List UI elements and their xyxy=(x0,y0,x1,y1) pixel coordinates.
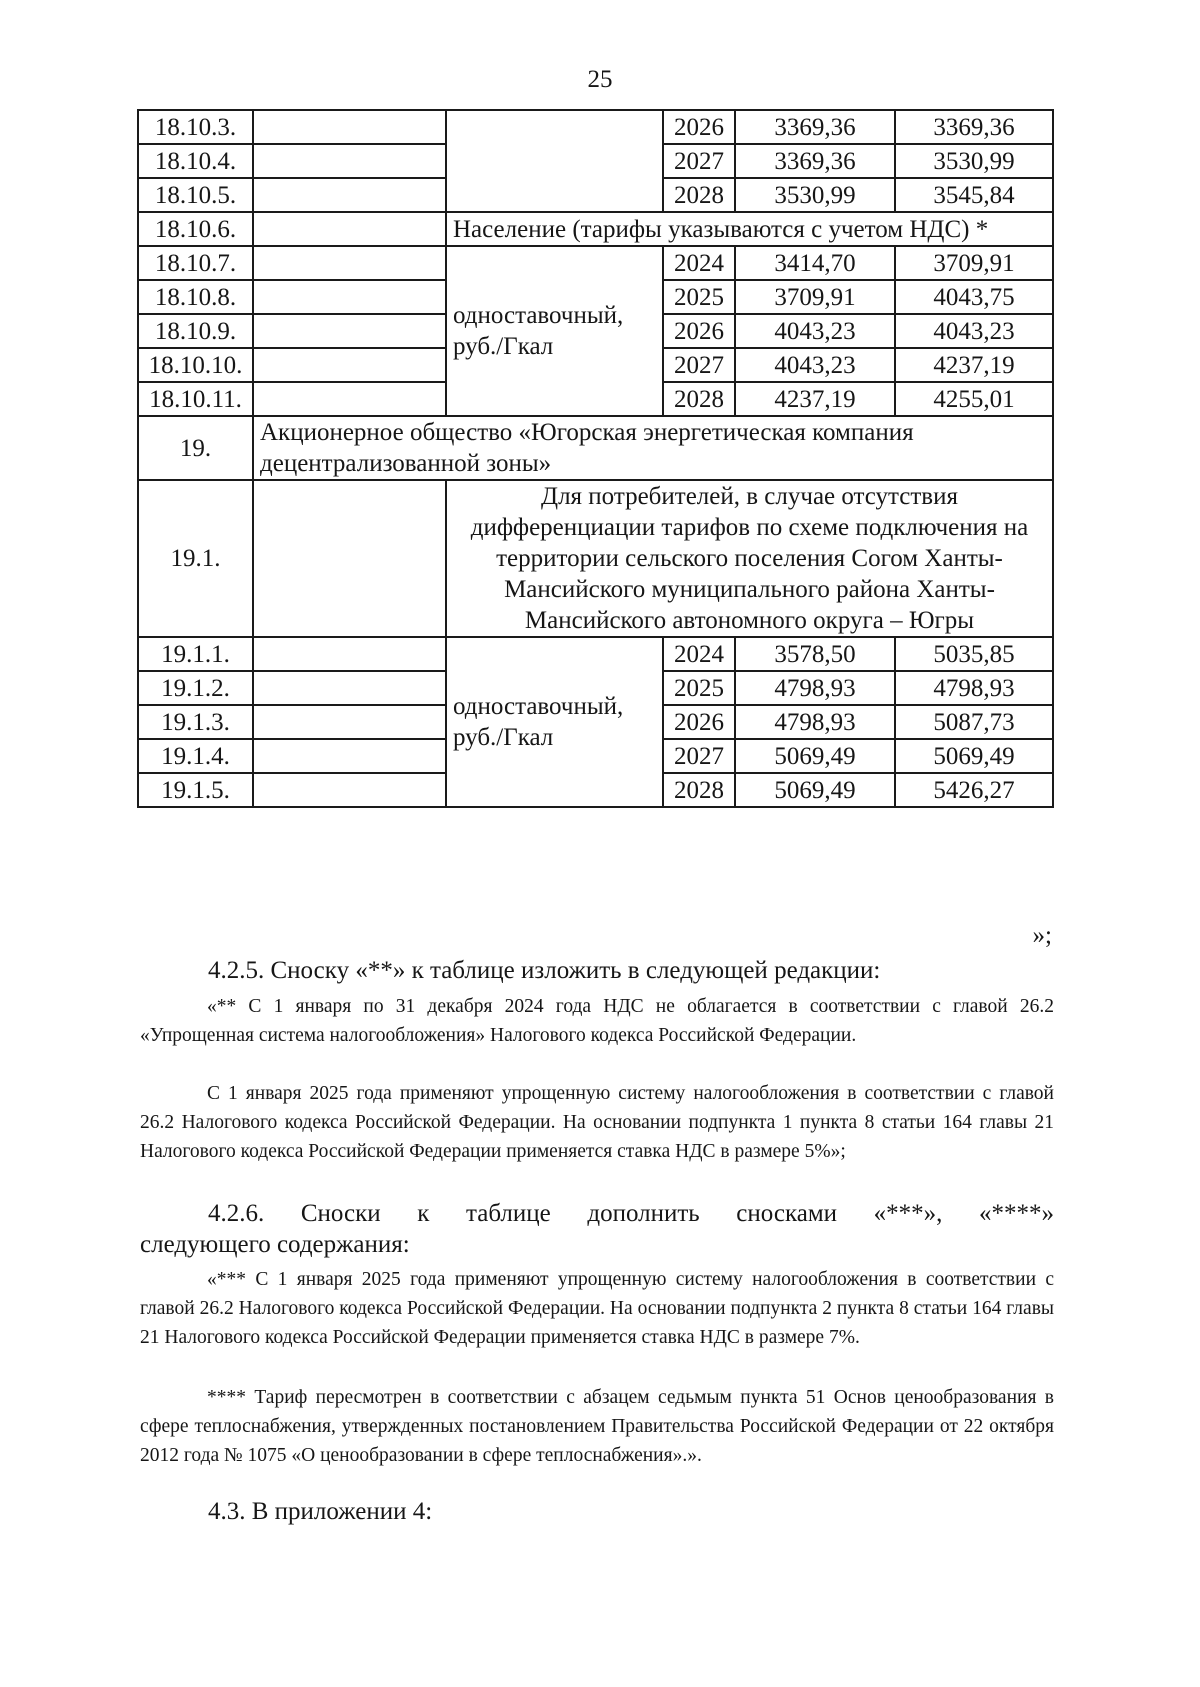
table-row xyxy=(138,637,1053,671)
empty-cell xyxy=(253,637,446,671)
year-cell: 2024 xyxy=(663,246,735,280)
table-row-consumers xyxy=(138,480,1053,637)
tariff-value-1: 4043,23 xyxy=(735,348,895,382)
empty-cell xyxy=(253,739,446,773)
tariff-table xyxy=(137,109,1054,808)
year-cell: 2025 xyxy=(663,671,735,705)
year-cell: 2026 xyxy=(663,705,735,739)
row-number: 19.1. xyxy=(138,480,253,637)
paragraph-4-2-6-line-2: следующего содержания: xyxy=(140,1231,410,1258)
year-cell: 2027 xyxy=(663,739,735,773)
tariff-value-1: 3369,36 xyxy=(735,144,895,178)
year-cell: 2027 xyxy=(663,144,735,178)
row-number: 18.10.8. xyxy=(138,280,253,314)
page-number: 25 xyxy=(587,66,613,93)
tariff-value-1: 3578,50 xyxy=(735,637,895,671)
row-number: 18.10.10. xyxy=(138,348,253,382)
row-number: 19.1.4. xyxy=(138,739,253,773)
empty-cell xyxy=(253,280,446,314)
empty-cell xyxy=(253,480,446,637)
footnote-4: **** Тариф пересмотрен в соответствии с абзацем седьмым пункта 51 Основ ценообразования в сфере теплоснабжения, утвержденных постановлением Правительства Российской Федерации от 22 октября 2012 года № 1075 «О ценообразовании в сфере теплоснабжения».». xyxy=(140,1387,1054,1466)
paragraph-4-2-6-line-1: 4.2.6. Сноски к таблице дополнить сносками «***», «****» xyxy=(208,1200,1054,1227)
footnote-2-part-b: С 1 января 2025 года применяют упрощенную систему налогообложения в соответствии с главой 26.2 Налогового кодекса Российской Федерации. На основании подпункта 1 пункта 8 статьи 164 главы 21 Налогового кодекса Российской Федерации применяется ставка НДС в размере 5%»; xyxy=(140,1083,1054,1162)
tariff-value-2: 3369,36 xyxy=(895,110,1053,144)
footnote-2-part-a: «** С 1 января по 31 декабря 2024 года НДС не облагается в соответствии с главой 26.2 «Упрощенная система налогообложения» Налогового кодекса Российской Федерации. xyxy=(140,996,1054,1046)
tariff-value-1: 5069,49 xyxy=(735,773,895,807)
empty-cell xyxy=(253,178,446,212)
unit-cell: одноставочный, руб./Гкал xyxy=(446,246,663,416)
tariff-value-1: 3709,91 xyxy=(735,280,895,314)
tariff-value-1: 4798,93 xyxy=(735,705,895,739)
empty-cell xyxy=(253,314,446,348)
tariff-value-2: 4043,75 xyxy=(895,280,1053,314)
tariff-value-2: 4043,23 xyxy=(895,314,1053,348)
year-cell: 2028 xyxy=(663,178,735,212)
empty-cell xyxy=(253,382,446,416)
tariff-value-1: 4043,23 xyxy=(735,314,895,348)
tariff-value-2: 5035,85 xyxy=(895,637,1053,671)
row-number: 18.10.4. xyxy=(138,144,253,178)
tariff-value-2: 5426,27 xyxy=(895,773,1053,807)
year-cell: 2026 xyxy=(663,110,735,144)
table-row-organization xyxy=(138,416,1053,480)
year-cell: 2028 xyxy=(663,773,735,807)
year-cell: 2024 xyxy=(663,637,735,671)
consumers-heading: Для потребителей, в случае отсутствия дифференциации тарифов по схеме подключения на территории сельского поселения Согом Ханты-Мансийского муниципального района Ханты-Мансийского автономного округа – Югры xyxy=(446,480,1053,637)
row-number: 19. xyxy=(138,416,253,480)
population-heading: Население (тарифы указываются с учетом НДС) * xyxy=(446,212,1053,246)
year-cell: 2027 xyxy=(663,348,735,382)
empty-cell xyxy=(253,144,446,178)
table-row xyxy=(138,246,1053,280)
tariff-value-1: 5069,49 xyxy=(735,739,895,773)
row-number: 19.1.2. xyxy=(138,671,253,705)
table-row-population xyxy=(138,212,1053,246)
row-number: 18.10.7. xyxy=(138,246,253,280)
empty-cell xyxy=(253,671,446,705)
year-cell: 2028 xyxy=(663,382,735,416)
tariff-value-2: 4255,01 xyxy=(895,382,1053,416)
empty-cell xyxy=(253,110,446,144)
tariff-value-1: 4798,93 xyxy=(735,671,895,705)
table-row xyxy=(138,110,1053,144)
row-number: 18.10.3. xyxy=(138,110,253,144)
tariff-value-2: 5069,49 xyxy=(895,739,1053,773)
empty-cell xyxy=(253,212,446,246)
row-number: 18.10.11. xyxy=(138,382,253,416)
tariff-value-2: 4237,19 xyxy=(895,348,1053,382)
year-cell: 2026 xyxy=(663,314,735,348)
row-number: 18.10.5. xyxy=(138,178,253,212)
unit-cell-empty xyxy=(446,110,663,212)
tariff-value-2: 4798,93 xyxy=(895,671,1053,705)
tariff-value-2: 3545,84 xyxy=(895,178,1053,212)
tariff-value-2: 5087,73 xyxy=(895,705,1053,739)
tariff-value-2: 3709,91 xyxy=(895,246,1053,280)
tariff-value-1: 3530,99 xyxy=(735,178,895,212)
row-number: 19.1.5. xyxy=(138,773,253,807)
tariff-value-2: 3530,99 xyxy=(895,144,1053,178)
empty-cell xyxy=(253,246,446,280)
unit-cell: одноставочный, руб./Гкал xyxy=(446,637,663,807)
tariff-value-1: 4237,19 xyxy=(735,382,895,416)
paragraph-4-3: 4.3. В приложении 4: xyxy=(208,1498,433,1525)
year-cell: 2025 xyxy=(663,280,735,314)
closing-quote: »; xyxy=(1032,922,1052,949)
paragraph-4-2-5: 4.2.5. Сноску «**» к таблице изложить в следующей редакции: xyxy=(208,957,881,984)
empty-cell xyxy=(253,705,446,739)
tariff-value-1: 3369,36 xyxy=(735,110,895,144)
footnote-3: «*** С 1 января 2025 года применяют упрощенную систему налогообложения в соответствии с главой 26.2 Налогового кодекса Российской Федерации. На основании подпункта 2 пункта 8 статьи 164 главы 21 Налогового кодекса Российской Федерации применяется ставка НДС в размере 7%. xyxy=(140,1269,1054,1348)
row-number: 18.10.9. xyxy=(138,314,253,348)
organization-heading: Акционерное общество «Югорская энергетическая компания децентрализованной зоны» xyxy=(253,416,1053,480)
empty-cell xyxy=(253,348,446,382)
empty-cell xyxy=(253,773,446,807)
row-number: 19.1.3. xyxy=(138,705,253,739)
tariff-value-1: 3414,70 xyxy=(735,246,895,280)
row-number: 18.10.6. xyxy=(138,212,253,246)
row-number: 19.1.1. xyxy=(138,637,253,671)
